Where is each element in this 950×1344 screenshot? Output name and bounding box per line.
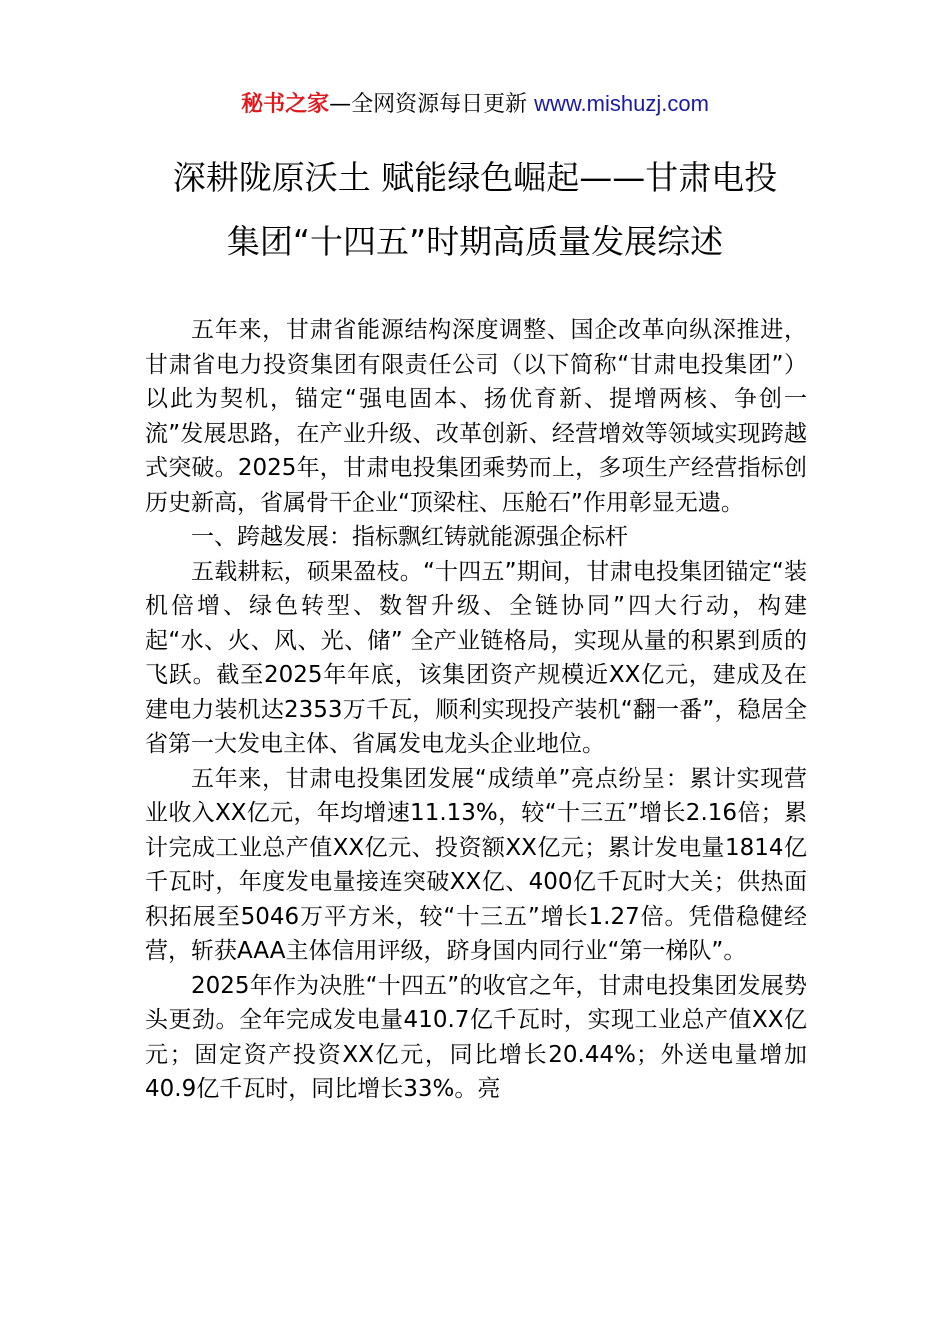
site-header: [0, 88, 950, 121]
site-brand: 秘书之家: [241, 92, 330, 117]
site-tagline: —全网资源每日更新: [329, 92, 535, 117]
document-body: [145, 313, 807, 1107]
paragraph-scorecard: 五年来，甘肃电投集团发展“成绩单”亮点纷呈：累计实现营业收入XX亿元，年均增速11.13%，较“十三五”增长2.16倍；累计完成工业总产值XX亿元、投资额XX亿元；累计发电量1814亿千瓦时，年度发电量接连突破XX亿、400亿千瓦时大关；供热面积拓展至5046万平方米，较“十三五”增长1.27倍。凭借稳健经营，斩获AAA主体信用评级，跻身国内同行业“第一梯队”。: [145, 765, 807, 964]
section-heading-1: 一、跨越发展：指标飘红铸就能源强企标杆: [191, 524, 628, 550]
title-line-1: 深耕陇原沃土 赋能绿色崛起——甘肃电投: [172, 158, 778, 197]
document-title: [110, 146, 840, 274]
paragraph-intro: 五年来，甘肃省能源结构深度调整、国企改革向纵深推进，甘肃省电力投资集团有限责任公司（以下简称“甘肃电投集团”）以此为契机，锚定“强电固本、扬优育新、提增两核、争创一流”发展思路，在产业升级、改革创新、经营增效等领域实现跨越式突破。2025年，甘肃电投集团乘势而上，多项生产经营指标创历史新高，省属骨干企业“顶梁柱、压舱石”作用彰显无遗。: [145, 317, 807, 516]
title-line-2: 集团“十四五”时期高质量发展综述: [226, 222, 724, 261]
paragraph-achievements: 五载耕耘，硕果盈枝。“十四五”期间，甘肃电投集团锚定“装机倍增、绿色转型、数智升级、全链协同”四大行动，构建起“水、火、风、光、储” 全产业链格局，实现从量的积累到质的飞跃。截至2025年年底，该集团资产规模近XX亿元，建成及在建电力装机达2353万千瓦，顺利实现投产装机“翻一番”，稳居全省第一大发电主体、省属发电龙头企业地位。: [145, 558, 807, 757]
paragraph-2025: 2025年作为决胜“十四五”的收官之年，甘肃电投集团发展势头更劲。全年完成发电量410.7亿千瓦时，实现工业总产值XX亿元；固定资产投资XX亿元，同比增长20.44%；外送电量增加40.9亿千瓦时，同比增长33%。亮: [145, 972, 807, 1102]
site-url-link[interactable]: www.mishuzj.com: [534, 91, 709, 116]
